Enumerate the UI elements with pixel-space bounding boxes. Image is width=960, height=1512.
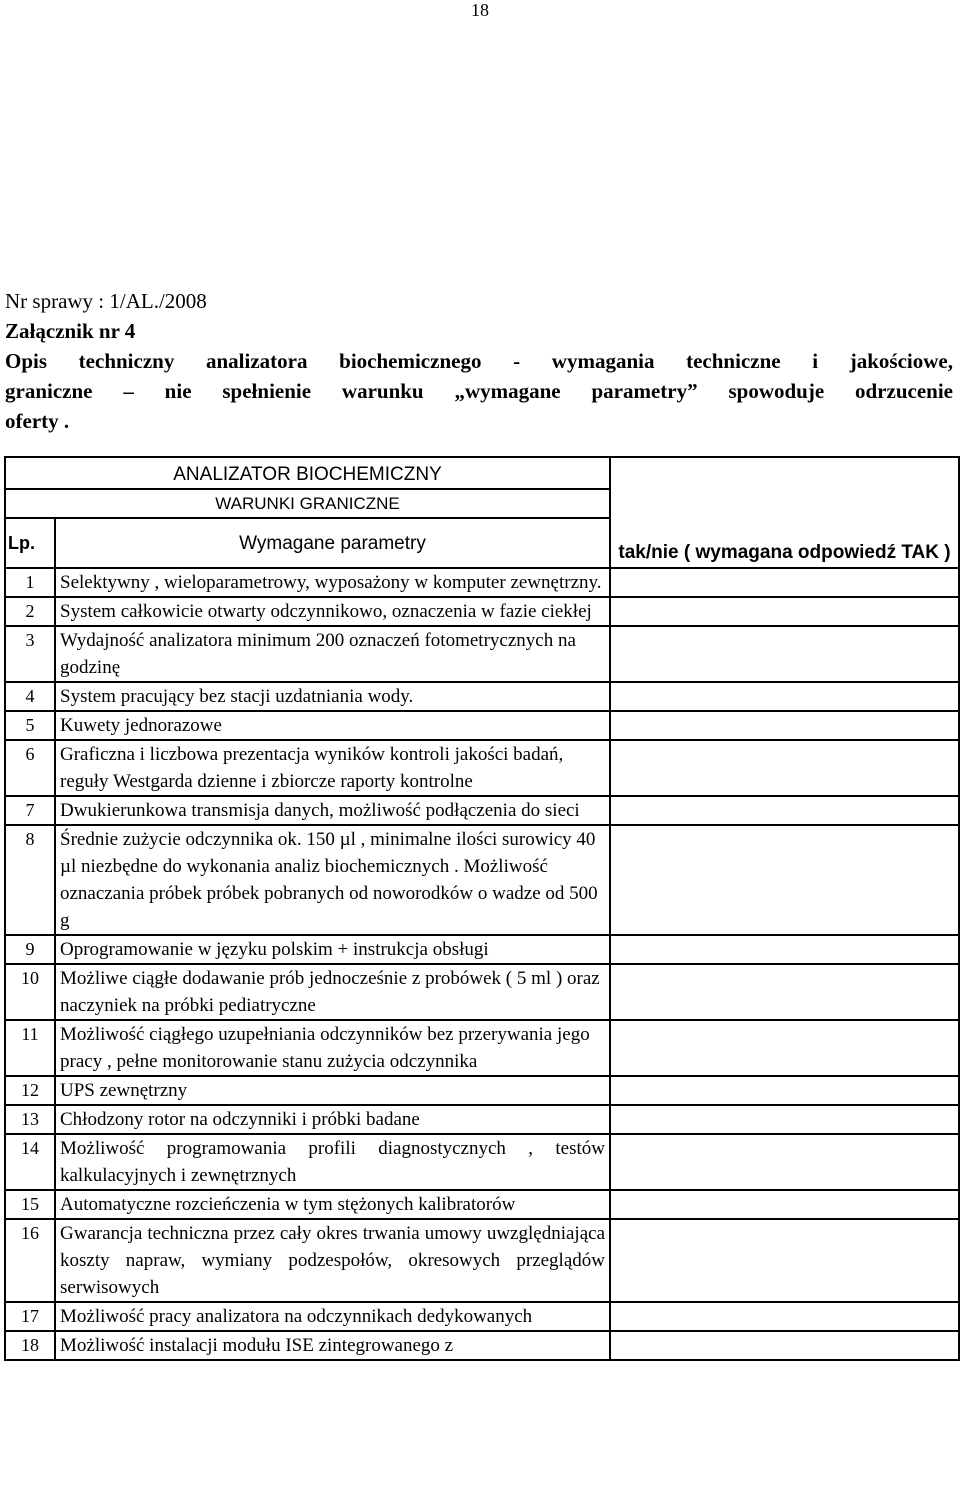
requirement-text: Dwukierunkowa transmisja danych, możliwość podłączenia do sieci — [55, 796, 610, 825]
table-row — [5, 1105, 959, 1134]
requirement-text: Automatyczne rozcieńczenia w tym stężonych kalibratorów — [55, 1190, 610, 1219]
intro-block — [5, 286, 953, 436]
table-row — [5, 1076, 959, 1105]
requirement-text: Gwarancja techniczna przez cały okres trwania umowy uwzględniająca koszty napraw, wymiany podzespołów, okresowych przeglądów serwisowych — [55, 1219, 610, 1302]
row-number: 10 — [5, 964, 55, 1020]
requirement-text: Możliwość pracy analizatora na odczynnikach dedykowanych — [55, 1302, 610, 1331]
requirement-text: Graficzna i liczbowa prezentacja wyników kontroli jakości badań, reguły Westgarda dzienne i zbiorcze raporty kontrolne — [55, 740, 610, 796]
row-number: 15 — [5, 1190, 55, 1219]
table-row — [5, 568, 959, 597]
table-subtitle: WARUNKI GRANICZNE — [5, 489, 610, 518]
table-title: ANALIZATOR BIOCHEMICZNY — [5, 457, 610, 489]
requirement-text: Wydajność analizatora minimum 200 oznaczeń fotometrycznych na godzinę — [55, 626, 610, 682]
answer-cell[interactable] — [610, 796, 959, 825]
table-row — [5, 1331, 959, 1360]
table-row — [5, 825, 959, 935]
requirement-text: Chłodzony rotor na odczynniki i próbki badane — [55, 1105, 610, 1134]
answer-column-header — [610, 457, 959, 568]
table-row — [5, 711, 959, 740]
table-row — [5, 1190, 959, 1219]
table-row — [5, 740, 959, 796]
row-number: 16 — [5, 1219, 55, 1302]
row-number: 13 — [5, 1105, 55, 1134]
answer-cell[interactable] — [610, 1020, 959, 1076]
answer-cell[interactable] — [610, 626, 959, 682]
row-number: 4 — [5, 682, 55, 711]
answer-cell[interactable] — [610, 568, 959, 597]
description-line: Opis techniczny analizatora biochemicznego - wymagania techniczne i jakościowe, — [5, 349, 953, 373]
requirement-text: System całkowicie otwarty odczynnikowo, oznaczenia w fazie ciekłej — [55, 597, 610, 626]
table-row — [5, 1302, 959, 1331]
row-number: 6 — [5, 740, 55, 796]
requirement-text: Selektywny , wieloparametrowy, wyposażony w komputer zewnętrzny. — [55, 568, 610, 597]
answer-cell[interactable] — [610, 597, 959, 626]
row-number: 8 — [5, 825, 55, 935]
requirement-text: Możliwe ciągłe dodawanie prób jednocześnie z probówek ( 5 ml ) oraz naczyniek na próbki pediatryczne — [55, 964, 610, 1020]
table-row — [5, 597, 959, 626]
row-number: 17 — [5, 1302, 55, 1331]
requirement-text: Możliwość instalacji modułu ISE zintegrowanego z — [55, 1331, 610, 1360]
table-row — [5, 796, 959, 825]
answer-cell[interactable] — [610, 740, 959, 796]
row-number: 14 — [5, 1134, 55, 1190]
attachment-label: Załącznik nr 4 — [5, 319, 136, 343]
row-number: 1 — [5, 568, 55, 597]
table-row — [5, 964, 959, 1020]
page-number: 18 — [471, 0, 489, 20]
answer-cell[interactable] — [610, 1331, 959, 1360]
row-number: 12 — [5, 1076, 55, 1105]
requirement-text: Możliwość ciągłego uzupełniania odczynników bez przerywania jego pracy , pełne monitorowanie stanu zużycia odczynnika — [55, 1020, 610, 1076]
description-line: graniczne – nie spełnienie warunku „wymagane parametry” spowoduje odrzucenie — [5, 379, 953, 403]
lp-column-header: Lp. — [5, 518, 55, 568]
row-number: 7 — [5, 796, 55, 825]
requirements-table — [4, 456, 960, 1361]
answer-cell[interactable] — [610, 935, 959, 964]
row-number: 5 — [5, 711, 55, 740]
table-row — [5, 1134, 959, 1190]
case-number: Nr sprawy : 1/AL./2008 — [5, 289, 207, 313]
params-column-header: Wymagane parametry — [55, 518, 610, 568]
table-row — [5, 1219, 959, 1302]
table-title-row — [5, 457, 959, 489]
requirement-text: Kuwety jednorazowe — [55, 711, 610, 740]
requirement-text: System pracujący bez stacji uzdatniania wody. — [55, 682, 610, 711]
requirement-text: Średnie zużycie odczynnika ok. 150 µl , minimalne ilości surowicy 40 µl niezbędne do wykonania analiz biochemicznych . Możliwość oznaczania próbek próbek pobranych od noworodków o wadze od 500 g — [55, 825, 610, 935]
row-number: 18 — [5, 1331, 55, 1360]
answer-cell[interactable] — [610, 1302, 959, 1331]
answer-cell[interactable] — [610, 1076, 959, 1105]
table-row — [5, 935, 959, 964]
answer-cell[interactable] — [610, 1219, 959, 1302]
description-line: oferty . — [5, 409, 70, 433]
row-number: 3 — [5, 626, 55, 682]
answer-header-text: tak/nie ( wymagana odpowiedź TAK ) — [618, 542, 951, 563]
requirement-text: UPS zewnętrzny — [55, 1076, 610, 1105]
answer-cell[interactable] — [610, 682, 959, 711]
requirement-text: Możliwość programowania profili diagnostycznych , testów kalkulacyjnych i zewnętrznych — [55, 1134, 610, 1190]
table-row — [5, 1020, 959, 1076]
answer-cell[interactable] — [610, 825, 959, 935]
table-row — [5, 626, 959, 682]
row-number: 9 — [5, 935, 55, 964]
row-number: 11 — [5, 1020, 55, 1076]
answer-cell[interactable] — [610, 1190, 959, 1219]
row-number: 2 — [5, 597, 55, 626]
answer-cell[interactable] — [610, 1134, 959, 1190]
requirement-text: Oprogramowanie w języku polskim + instrukcja obsługi — [55, 935, 610, 964]
answer-cell[interactable] — [610, 964, 959, 1020]
table-row — [5, 682, 959, 711]
answer-cell[interactable] — [610, 1105, 959, 1134]
answer-cell[interactable] — [610, 711, 959, 740]
